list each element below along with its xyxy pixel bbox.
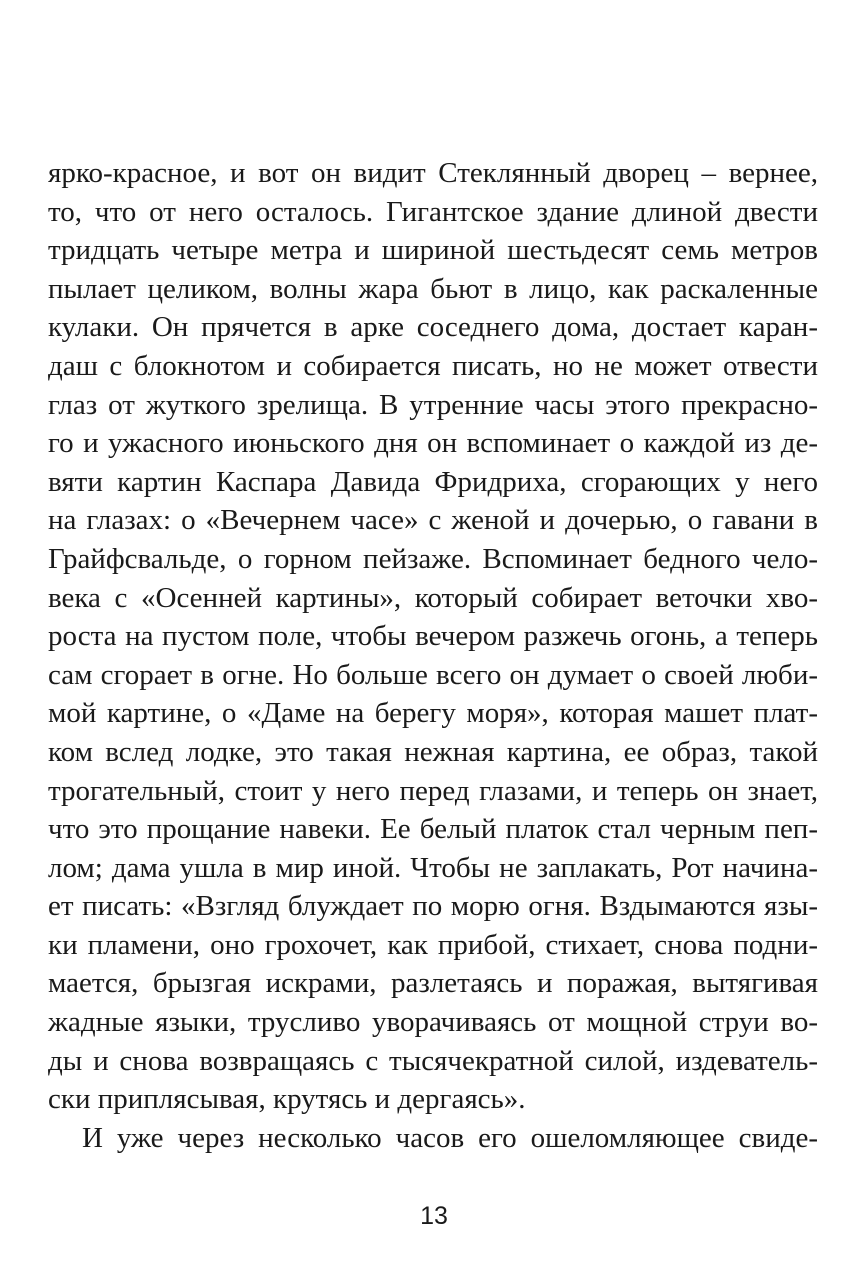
text-line: трогательный, стоит у него перед глазами, и теперь он знает, [48, 774, 818, 807]
text-line: даш с блокнотом и собирается писать, но не может отвести [48, 349, 818, 382]
text-line: тридцать четыре метра и шириной шестьдесят семь метров [48, 234, 818, 267]
text-line: пылает целиком, волны жара бьют в лицо, как раскаленные [48, 272, 818, 305]
text-line: то, что от него осталось. Гигантское здание длиной двести [48, 195, 818, 228]
text-line: жадные языки, трусливо уворачиваясь от мощной струи во- [48, 1006, 818, 1039]
text-line: сам сгорает в огне. Но больше всего он думает о своей люби- [48, 658, 818, 691]
text-line: ды и снова возвращаясь с тысячекратной силой, издеватель- [48, 1044, 818, 1077]
body-text [48, 154, 818, 1157]
text-line: глаз от жуткого зрелища. В утренние часы этого прекрасно- [48, 388, 818, 421]
text-line: ярко-красное, и вот он видит Стеклянный дворец – вернее, [48, 157, 818, 189]
text-line: Грайфсвальде, о горном пейзаже. Вспоминает бедного чело- [48, 542, 818, 575]
text-line: ком вслед лодке, это такая нежная картина, ее образ, такой [48, 735, 818, 768]
text-line: века с «Осенней картины», который собирает веточки хво- [48, 581, 818, 614]
text-line: го и ужасного июньского дня он вспоминает о каждой из де- [48, 427, 818, 460]
text-line-paragraph-end: ски приплясывая, крутясь и дергаясь». [48, 1083, 526, 1116]
text-line: на глазах: о «Вечернем часе» с женой и дочерью, о гавани в [48, 504, 818, 537]
page-number: 13 [420, 1202, 448, 1230]
text-line: роста на пустом поле, чтобы вечером разжечь огонь, а теперь [48, 620, 818, 653]
text-line: кулаки. Он прячется в арке соседнего дома, достает каран- [48, 311, 818, 344]
text-line: ет писать: «Взгляд блуждает по морю огня. Вздымаются язы- [48, 890, 818, 923]
text-line: мается, брызгая искрами, разлетаясь и поражая, вытягивая [48, 967, 818, 1000]
text-line: мой картине, о «Даме на берегу моря», которая машет плат- [48, 697, 818, 730]
text-line: ки пламени, оно грохочет, как прибой, стихает, снова подни- [48, 928, 818, 961]
text-line: лом; дама ушла в мир иной. Чтобы не заплакать, Рот начина- [48, 851, 818, 884]
text-line: вяти картин Каспара Давида Фридриха, сгорающих у него [48, 465, 818, 498]
text-line: что это прощание навеки. Ее белый платок стал черным пеп- [48, 813, 818, 846]
text-line-paragraph-start: И уже через несколько часов его ошеломляющее свиде- [82, 1121, 818, 1154]
